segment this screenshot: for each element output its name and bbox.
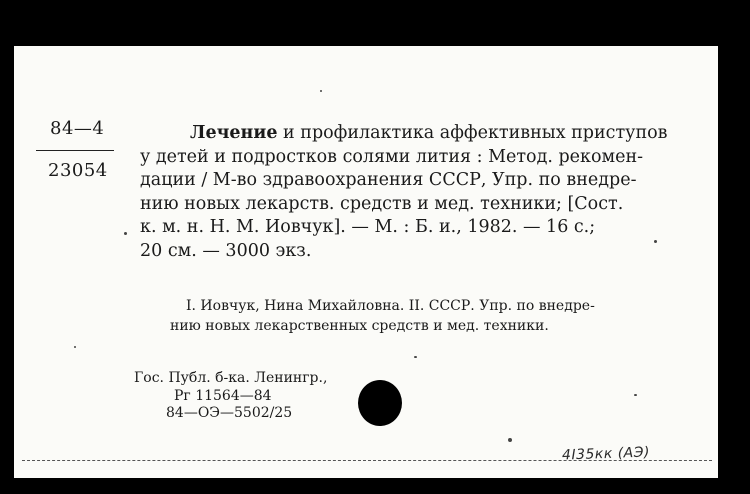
scan-speck bbox=[74, 346, 76, 348]
shelf-mark: 84—4 bbox=[50, 118, 105, 139]
scan-speck bbox=[414, 356, 417, 358]
description-line-5: к. м. н. Н. М. Иовчук]. — М. : Б. и., 1982. — 16 с.; bbox=[140, 217, 596, 237]
scan-speck bbox=[654, 240, 657, 243]
description-line-2: у детей и подростков солями лития : Метод. рекомен- bbox=[140, 146, 644, 167]
description-line-6: 20 см. — 3000 экз. bbox=[140, 240, 312, 261]
tracings bbox=[170, 297, 710, 336]
library-holder bbox=[134, 370, 327, 423]
title-rest: и профилактика аффективных приступов bbox=[277, 123, 668, 143]
description-line-3: дации / М-во здравоохранения СССР, Упр. по внедре- bbox=[140, 170, 637, 190]
accession-number: 23054 bbox=[48, 160, 108, 181]
title-bold: Лечение bbox=[190, 123, 278, 143]
catalog-card bbox=[14, 46, 718, 478]
description-line-1 bbox=[140, 122, 700, 146]
scan-speck bbox=[320, 90, 322, 92]
holder-line-3: 84—ОЭ—5502/25 bbox=[166, 405, 293, 421]
description-line-4: нию новых лекарств. средств и мед. техники; [Сост. bbox=[140, 193, 624, 214]
holder-line-1: Гос. Публ. б-ка. Ленингр., bbox=[134, 370, 328, 386]
scan-speck bbox=[508, 438, 512, 442]
tracing-line-2: нию новых лекарственных средств и мед. техники. bbox=[170, 317, 549, 334]
holder-line-2: Рг 11564—84 bbox=[174, 387, 272, 404]
scan-speck bbox=[124, 232, 127, 235]
number-divider bbox=[36, 150, 114, 151]
handwritten-note: 4I35кк (АЭ) bbox=[561, 444, 651, 464]
punch-hole bbox=[358, 380, 402, 426]
scan-speck bbox=[634, 394, 637, 396]
tracing-line-1: I. Иовчук, Нина Михайловна. II. СССР. Упр. по внедре- bbox=[186, 298, 595, 314]
bibliographic-description bbox=[140, 122, 700, 263]
